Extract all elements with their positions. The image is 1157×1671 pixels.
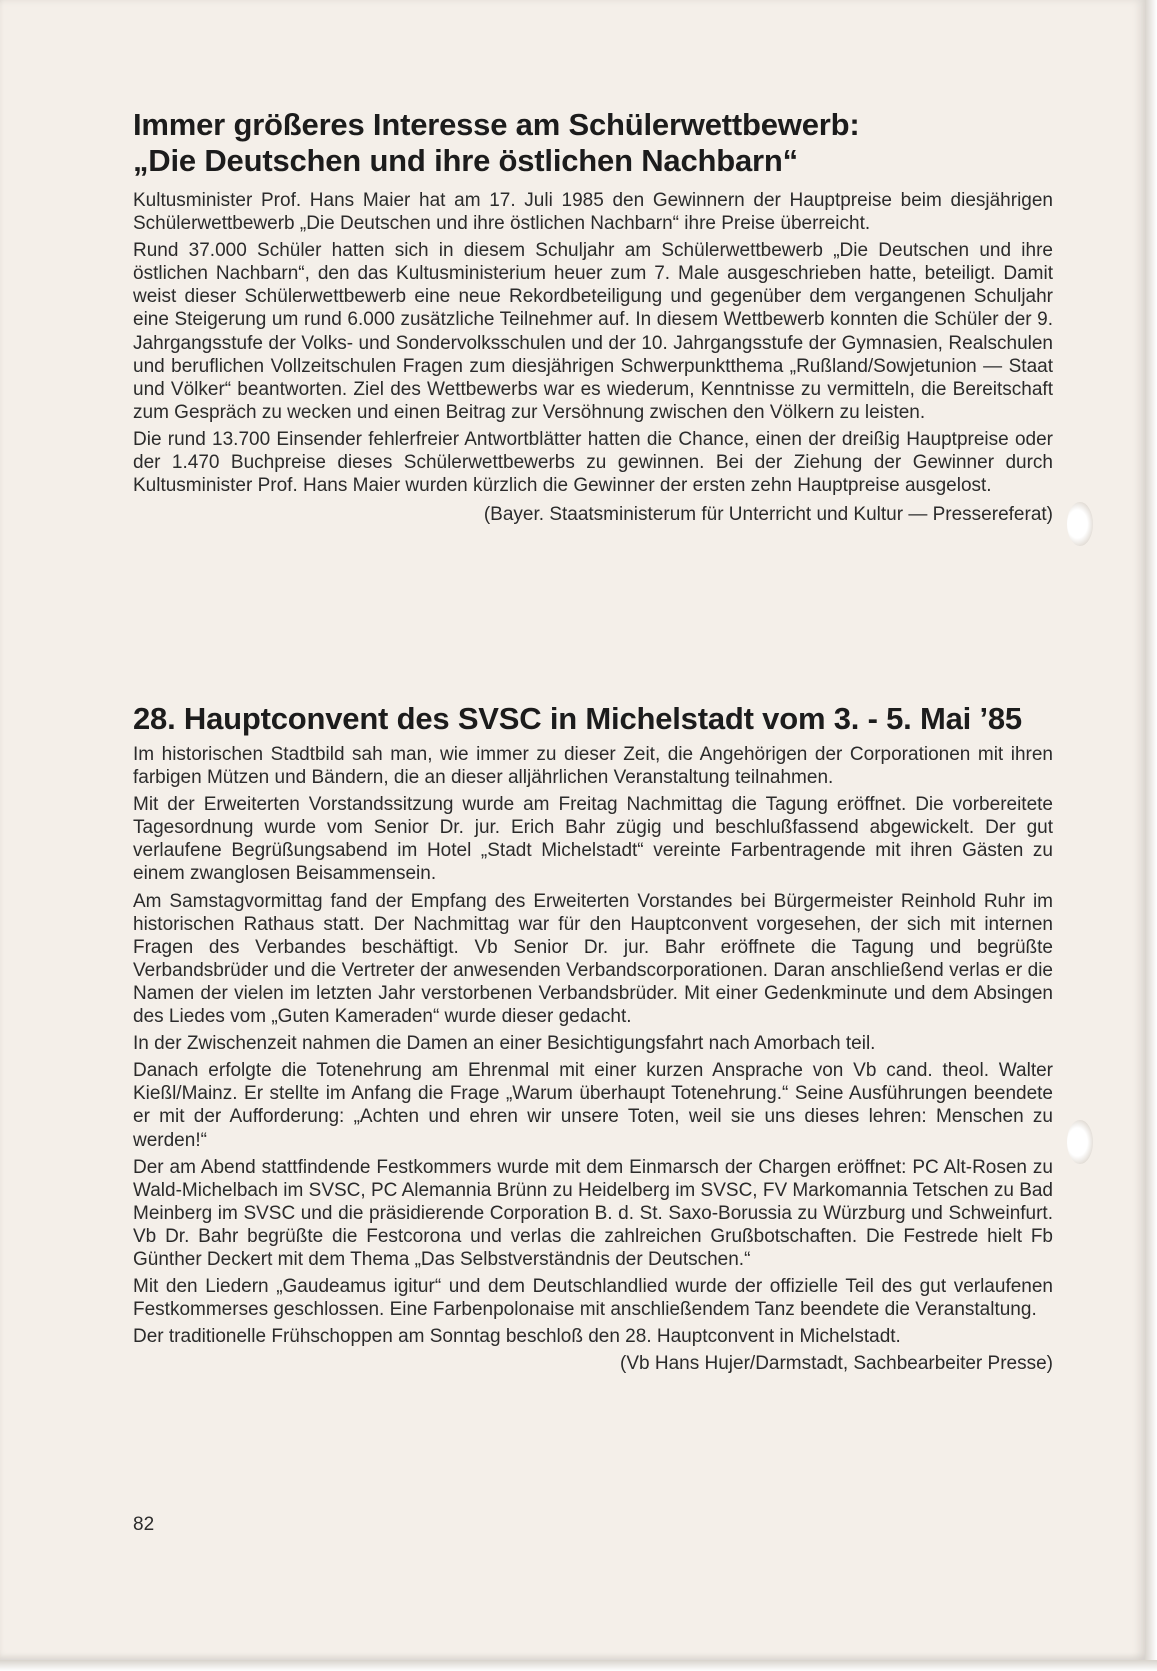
article-paragraph: Im historischen Stadtbild sah man, wie immer zu dieser Zeit, die Angehörigen der Corporationen mit ihren farbigen Mützen und Bändern, die an dieser alljährlichen Veranstaltung teilnahmen.	[133, 744, 1053, 789]
article-signature: (Bayer. Staatsministerum für Unterricht und Kultur — Pressereferat)	[483, 504, 1053, 526]
page-edge-right	[1145, 0, 1157, 1671]
page-edge-bottom	[0, 1660, 1157, 1671]
article-paragraph: Mit der Erweiterten Vorstandssitzung wurde am Freitag Nachmittag die Tagung eröffnet. Die vorbereitete Tagesordnung wurde vom Senior Dr. jur. Erich Bahr zügig und beschlußfassend abgewickelt. Der gut verlaufene Begrüßungsabend im Hotel „Stadt Michelstadt“ vereinte Farbentragende mit ihren Gästen zu einem zwanglosen Beisammensein.	[133, 794, 1053, 885]
article-paragraph: Rund 37.000 Schüler hatten sich in diesem Schuljahr am Schülerwettbewerb „Die Deutschen und ihre östlichen Nachbarn“, den das Kultusministerium heuer zum 7. Male ausgeschrieben hatte, beteiligt. Damit weist dieser Schülerwettbewerb eine neue Rekordbeteiligung und gegenüber dem vergangenen Schuljahr eine Steigerung um rund 6.000 zusätzliche Teilnehmer auf. In diesem Wettbewerb konnten die Schüler der 9. Jahrgangsstufe der Volks- und Sondervolksschulen und der 10. Jahrgangsstufe der Gymnasien, Realschulen und beruflichen Vollzeitschulen Fragen zum diesjährigen Schwerpunktthema „Rußland/Sowjetunion — Staat und Völker“ beantworten. Ziel des Wettbewerbs war es wiederum, Kenntnisse zu vermitteln, die Bereitschaft zum Gespräch zu wecken und einen Beitrag zur Versöhnung zwischen den Völkern zu leisten.	[133, 240, 1053, 423]
heading-line: 28. Hauptconvent des SVSC in Michelstadt vom 3. - 5. Mai ’85	[133, 701, 1022, 736]
heading-line: „Die Deutschen und ihre östlichen Nachbarn“	[133, 143, 798, 178]
article-paragraph: Am Samstagvormittag fand der Empfang des Erweiterten Vorstandes bei Bürgermeister Reinhold Ruhr im historischen Rathaus statt. Der Nachmittag war für den Hauptconvent vorgesehen, der sich mit internen Fragen des Verbandes beschäftigt. Vb Senior Dr. jur. Bahr eröffnete die Tagung und begrüßte Verbandsbrüder und die Vertreter der anwesenden Verbandscorporationen. Daran anschließend verlas er die Namen der vielen im letzten Jahr verstorbenen Verbandsbrüder. Mit einer Gedenkminute und dem Absingen des Liedes vom „Guten Kameraden“ wurde dieser gedacht.	[133, 890, 1053, 1028]
article-schuelerwettbewerb	[133, 107, 1053, 526]
heading-line: Immer größeres Interesse am Schülerwettbewerb:	[133, 107, 860, 142]
article-paragraph: Kultusminister Prof. Hans Maier hat am 17. Juli 1985 den Gewinnern der Hauptpreise beim diesjährigen Schülerwettbewerb „Die Deutschen und ihre östlichen Nachbarn“ ihre Preise überreicht.	[133, 190, 1053, 235]
article-paragraph: Der traditionelle Frühschoppen am Sonntag beschloß den 28. Hauptconvent in Michelstadt.	[133, 1326, 901, 1348]
article-paragraph: Der am Abend stattfindende Festkommers wurde mit dem Einmarsch der Chargen eröffnet: PC Alt-Rosen zu Wald-Michelbach im SVSC, PC Alemannia Brünn zu Heidelberg im SVSC, FV Markomannia Tetschen zu Bad Meinberg im SVSC und die präsidierende Corporation B. d. St. Saxo-Borussia zu Würzburg und Schweinfurt. Vb Dr. Bahr begrüßte die Festcorona und verlas die zahlreichen Grußbotschaften. Die Festrede hielt Fb Günther Deckert mit dem Thema „Das Selbstverständnis der Deutschen.“	[133, 1156, 1053, 1270]
article-hauptconvent	[133, 701, 1053, 1375]
article-heading	[133, 107, 1053, 179]
article-paragraph: In der Zwischenzeit nahmen die Damen an einer Besichtigungsfahrt nach Amorbach teil.	[133, 1033, 876, 1055]
article-paragraph: Danach erfolgte die Totenehrung am Ehrenmal mit einer kurzen Ansprache von Vb cand. theol. Walter Kießl/Mainz. Er stellte im Anfang die Frage „Warum überhaupt Totenehrung.“ Seine Ausführungen beendete er mit der Aufforderung: „Achten und ehren wir unsere Toten, weil sie uns dieses lehren: Menschen zu werden!“	[133, 1060, 1053, 1151]
article-heading	[133, 701, 1053, 737]
article-paragraph: Mit den Liedern „Gaudeamus igitur“ und dem Deutschlandlied wurde der offizielle Teil des gut verlaufenen Festkommerses geschlossen. Eine Farbenpolonaise mit anschließendem Tanz beendete die Veranstaltung.	[133, 1276, 1053, 1321]
article-signature: (Vb Hans Hujer/Darmstadt, Sachbearbeiter Presse)	[620, 1353, 1053, 1375]
binder-hole-bottom	[1067, 1120, 1093, 1164]
page-number: 82	[133, 1514, 155, 1535]
binder-hole-top	[1067, 502, 1093, 546]
article-paragraph: Die rund 13.700 Einsender fehlerfreier Antwortblätter hatten die Chance, einen der dreißig Hauptpreise oder der 1.470 Buchpreise dieses Schülerwettbewerbs zu gewinnen. Bei der Ziehung der Gewinner durch Kultusminister Prof. Hans Maier wurden kürzlich die Gewinner der ersten zehn Hauptpreise ausgelost.	[133, 428, 1053, 497]
